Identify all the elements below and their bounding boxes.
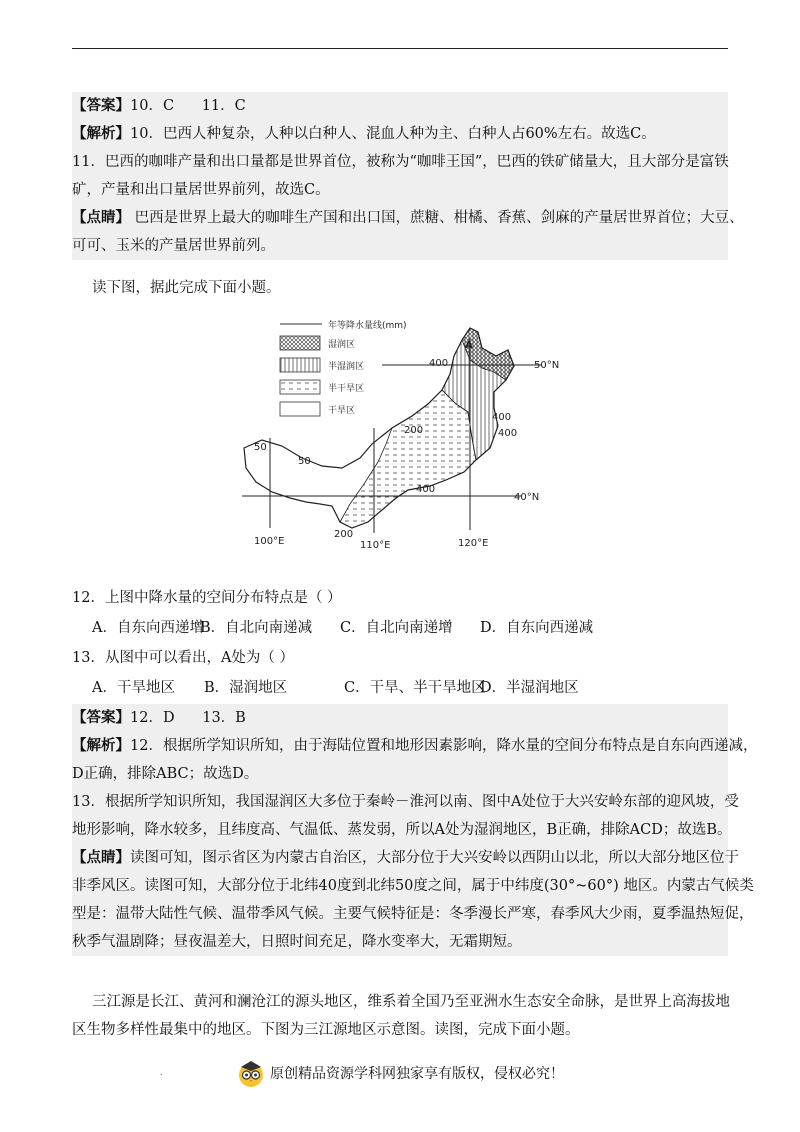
analysis-12-line2: D正确，排除ABC；故选D。: [72, 766, 259, 782]
legend-semihumid: 半湿润区: [328, 362, 365, 372]
analysis-12-line1: 12．根据所学知识所知，由于海陆位置和地形因素影响，降水量的空间分布特点是自东向西递减，: [130, 738, 758, 754]
next-intro-line2: 区生物多样性最集中的地区。下图为三江源地区示意图。读图，完成下面小题。: [72, 1022, 580, 1038]
tip-line1: 巴西是世界上最大的咖啡生产国和出口国，蔗糖、柑橘、香蕉、剑麻的产量居世界首位；大豆、: [134, 210, 744, 226]
isohyet-200-a: 200: [404, 425, 424, 436]
tip-line2: 可可、玉米的产量居世界前列。: [72, 238, 275, 254]
lon-110-label: 110°E: [360, 540, 391, 551]
answer2-line: [72, 704, 728, 732]
answer2-tag: 【答案】: [72, 709, 130, 726]
footer: [236, 1056, 564, 1090]
isohyet-200-b: 200: [334, 529, 354, 540]
isohyet-50-a: 50: [254, 442, 267, 453]
analysis2-line: [72, 732, 758, 760]
legend-arid: 干旱区: [328, 406, 356, 416]
analysis-11-line1: 11．巴西的咖啡产量和出口量都是世界首位，被称为“咖啡王国”，巴西的铁矿储量大，且大部分是富铁: [72, 154, 729, 170]
isohyet-400-d: 400: [416, 484, 436, 495]
answer-line: [72, 92, 728, 120]
analysis-tag: 【解析】: [72, 125, 130, 142]
legend-semiarid: 半干旱区: [328, 384, 365, 394]
answer-text: 10．C 11．C: [130, 98, 246, 114]
q12-options: [72, 614, 728, 642]
analysis-11-line2: 矿，产量和出口量居世界前列，故选C。: [72, 182, 330, 198]
q13-option-d[interactable]: D．半湿润地区: [480, 680, 579, 696]
q13-option-a[interactable]: A．干旱地区: [92, 680, 175, 696]
tip2-tag: 【点睛】: [72, 849, 130, 866]
point-a-label: A: [465, 340, 473, 351]
tip2-line4: 秋季气温剧降；昼夜温差大，日照时间充足，降水变率大，无霜期短。: [72, 934, 522, 950]
answer-tag: 【答案】: [72, 97, 130, 114]
analysis-13-line1: 13．根据所学知识所知，我国湿润区大多位于秦岭－淮河以南、图中A处位于大兴安岭东部的迎风坡，受: [72, 794, 739, 810]
isohyet-400-b: 400: [492, 412, 512, 423]
analysis-10: 10．巴西人种复杂，人种以白种人、混血人种为主、白种人占60%左右。故选C。: [130, 126, 656, 142]
answer-block-2: [72, 704, 758, 956]
next-intro: [72, 988, 728, 1044]
precipitation-map: [232, 308, 592, 558]
analysis-13-line2: 地形影响，降水较多，且纬度高、气温低、蒸发弱，所以A处为湿润地区，B正确，排除ACD；故选B。: [72, 822, 732, 838]
answer-block-1: [72, 92, 744, 260]
header-rule: [72, 48, 728, 49]
q13-options: [72, 674, 728, 702]
isohyet-50-b: 50: [298, 456, 311, 467]
legend-isohyet: 年等降水量线(mm): [328, 321, 407, 331]
map-intro: 读下图，据此完成下面小题。: [92, 280, 281, 296]
tip2-line3: 型是：温带大陆性气候、温带季风气候。主要气候特征是：冬季漫长严寒，春季风大少雨，夏季温热短促，: [72, 906, 754, 922]
footer-copyright: 原创精品资源学科网独家享有版权，侵权必究！: [270, 1066, 564, 1082]
map-legend: [280, 319, 407, 416]
tip2-line1: 读图可知，图示省区为内蒙古自治区，大部分位于大兴安岭以西阴山以北，所以大部分地区位于: [130, 850, 739, 866]
isohyet-400-a: 400: [429, 358, 449, 369]
lon-100-label: 100°E: [254, 536, 285, 547]
q12-stem: 12．上图中降水量的空间分布特点是（ ）: [72, 590, 342, 606]
tip-line: [72, 204, 744, 232]
answer2-text: 12．D 13．B: [130, 710, 246, 726]
q12-option-d[interactable]: D．自东向西递减: [480, 620, 594, 636]
owl-logo-icon: [236, 1058, 266, 1088]
question-12: [72, 584, 728, 642]
q12-option-c[interactable]: C．自北向南递增: [340, 620, 453, 636]
q12-option-a[interactable]: A．自东向西递增: [92, 620, 204, 636]
q13-option-c[interactable]: C．干旱、半干旱地区: [344, 680, 486, 696]
analysis-line: [72, 120, 728, 148]
q13-stem: 13．从图中可以看出，A处为（ ）: [72, 650, 295, 666]
tip-tag: 【点睛】: [72, 209, 130, 226]
q13-option-b[interactable]: B．湿润地区: [204, 680, 288, 696]
question-13: [72, 644, 728, 702]
legend-humid: 湿润区: [328, 340, 356, 350]
lat-50-label: 50°N: [534, 360, 560, 371]
tip2-line: [72, 844, 739, 872]
tip2-line2: 非季风区。读图可知，大部分位于北纬40度到北纬50度之间，属于中纬度(30°~60°) 地区。内蒙古气候类: [72, 878, 754, 894]
footer-dot: .: [160, 1068, 163, 1077]
next-intro-line1: 三江源是长江、黄河和澜沧江的源头地区，维系着全国乃至亚洲水生态安全命脉，是世界上高海拔地: [92, 994, 730, 1010]
isohyet-400-c: 400: [498, 428, 518, 439]
analysis2-tag: 【解析】: [72, 737, 130, 754]
lon-120-label: 120°E: [458, 538, 489, 549]
q12-option-b[interactable]: B．自北向南递减: [200, 620, 313, 636]
lat-40-label: 40°N: [514, 492, 540, 503]
